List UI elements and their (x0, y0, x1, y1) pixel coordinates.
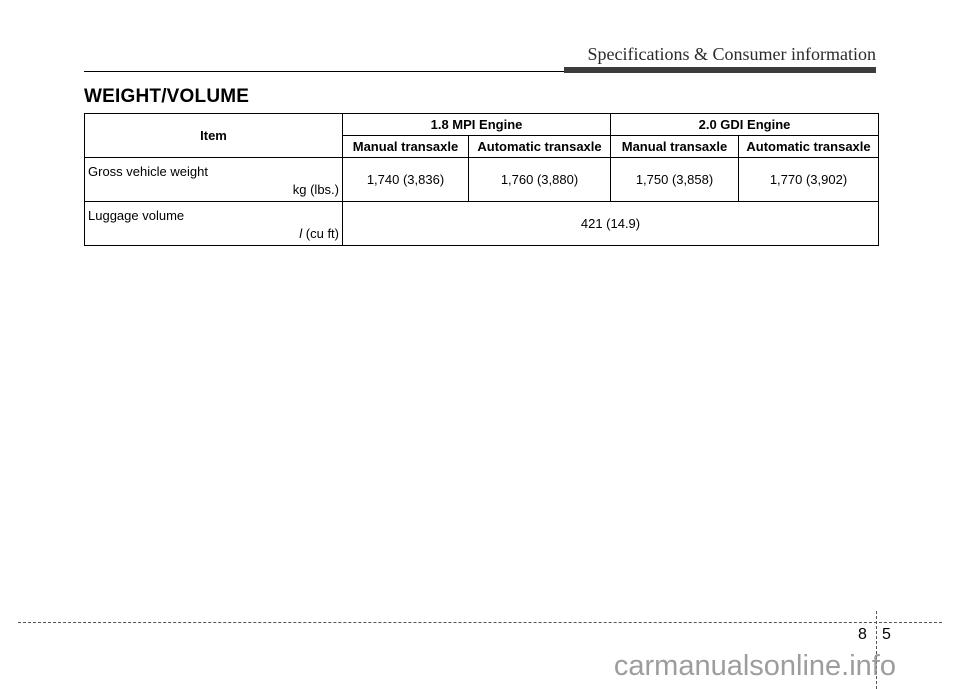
page-chapter-number: 8 (858, 626, 867, 643)
weight-volume-table (84, 113, 879, 246)
row-unit (299, 226, 339, 241)
row-unit: kg (lbs.) (292, 182, 339, 197)
transaxle-header: Manual transaxle (343, 136, 469, 158)
transaxle-header: Automatic transaxle (739, 136, 879, 158)
table-cell: 1,760 (3,880) (469, 158, 611, 202)
row-label-cell (85, 202, 343, 246)
section-title: WEIGHT/VOLUME (84, 86, 250, 107)
table-cell: 1,750 (3,858) (611, 158, 739, 202)
table-cell-merged: 421 (14.9) (343, 202, 879, 246)
row-label-cell (85, 158, 343, 202)
row-label: Luggage volume (88, 208, 185, 223)
watermark-text: carmanualsonline.info (613, 650, 896, 682)
transaxle-header: Automatic transaxle (469, 136, 611, 158)
table-row (85, 158, 879, 202)
page-header-title: Specifications & Consumer information (587, 44, 876, 64)
row-unit-text: (cu ft) (302, 226, 339, 241)
header-thin-line (84, 71, 564, 72)
row-label: Gross vehicle weight (88, 164, 208, 179)
table-row (85, 202, 879, 246)
engine-header-2-0-gdi: 2.0 GDI Engine (611, 114, 879, 136)
liter-symbol: l (299, 226, 303, 241)
footer-dashed-line (18, 622, 942, 623)
page-number: 5 (882, 626, 891, 643)
table-header-row (85, 114, 879, 136)
table-cell: 1,770 (3,902) (739, 158, 879, 202)
table-cell: 1,740 (3,836) (343, 158, 469, 202)
engine-header-1-8-mpi: 1.8 MPI Engine (343, 114, 611, 136)
header-thick-bar (564, 67, 876, 73)
transaxle-header: Manual transaxle (611, 136, 739, 158)
item-header: Item (85, 114, 343, 158)
